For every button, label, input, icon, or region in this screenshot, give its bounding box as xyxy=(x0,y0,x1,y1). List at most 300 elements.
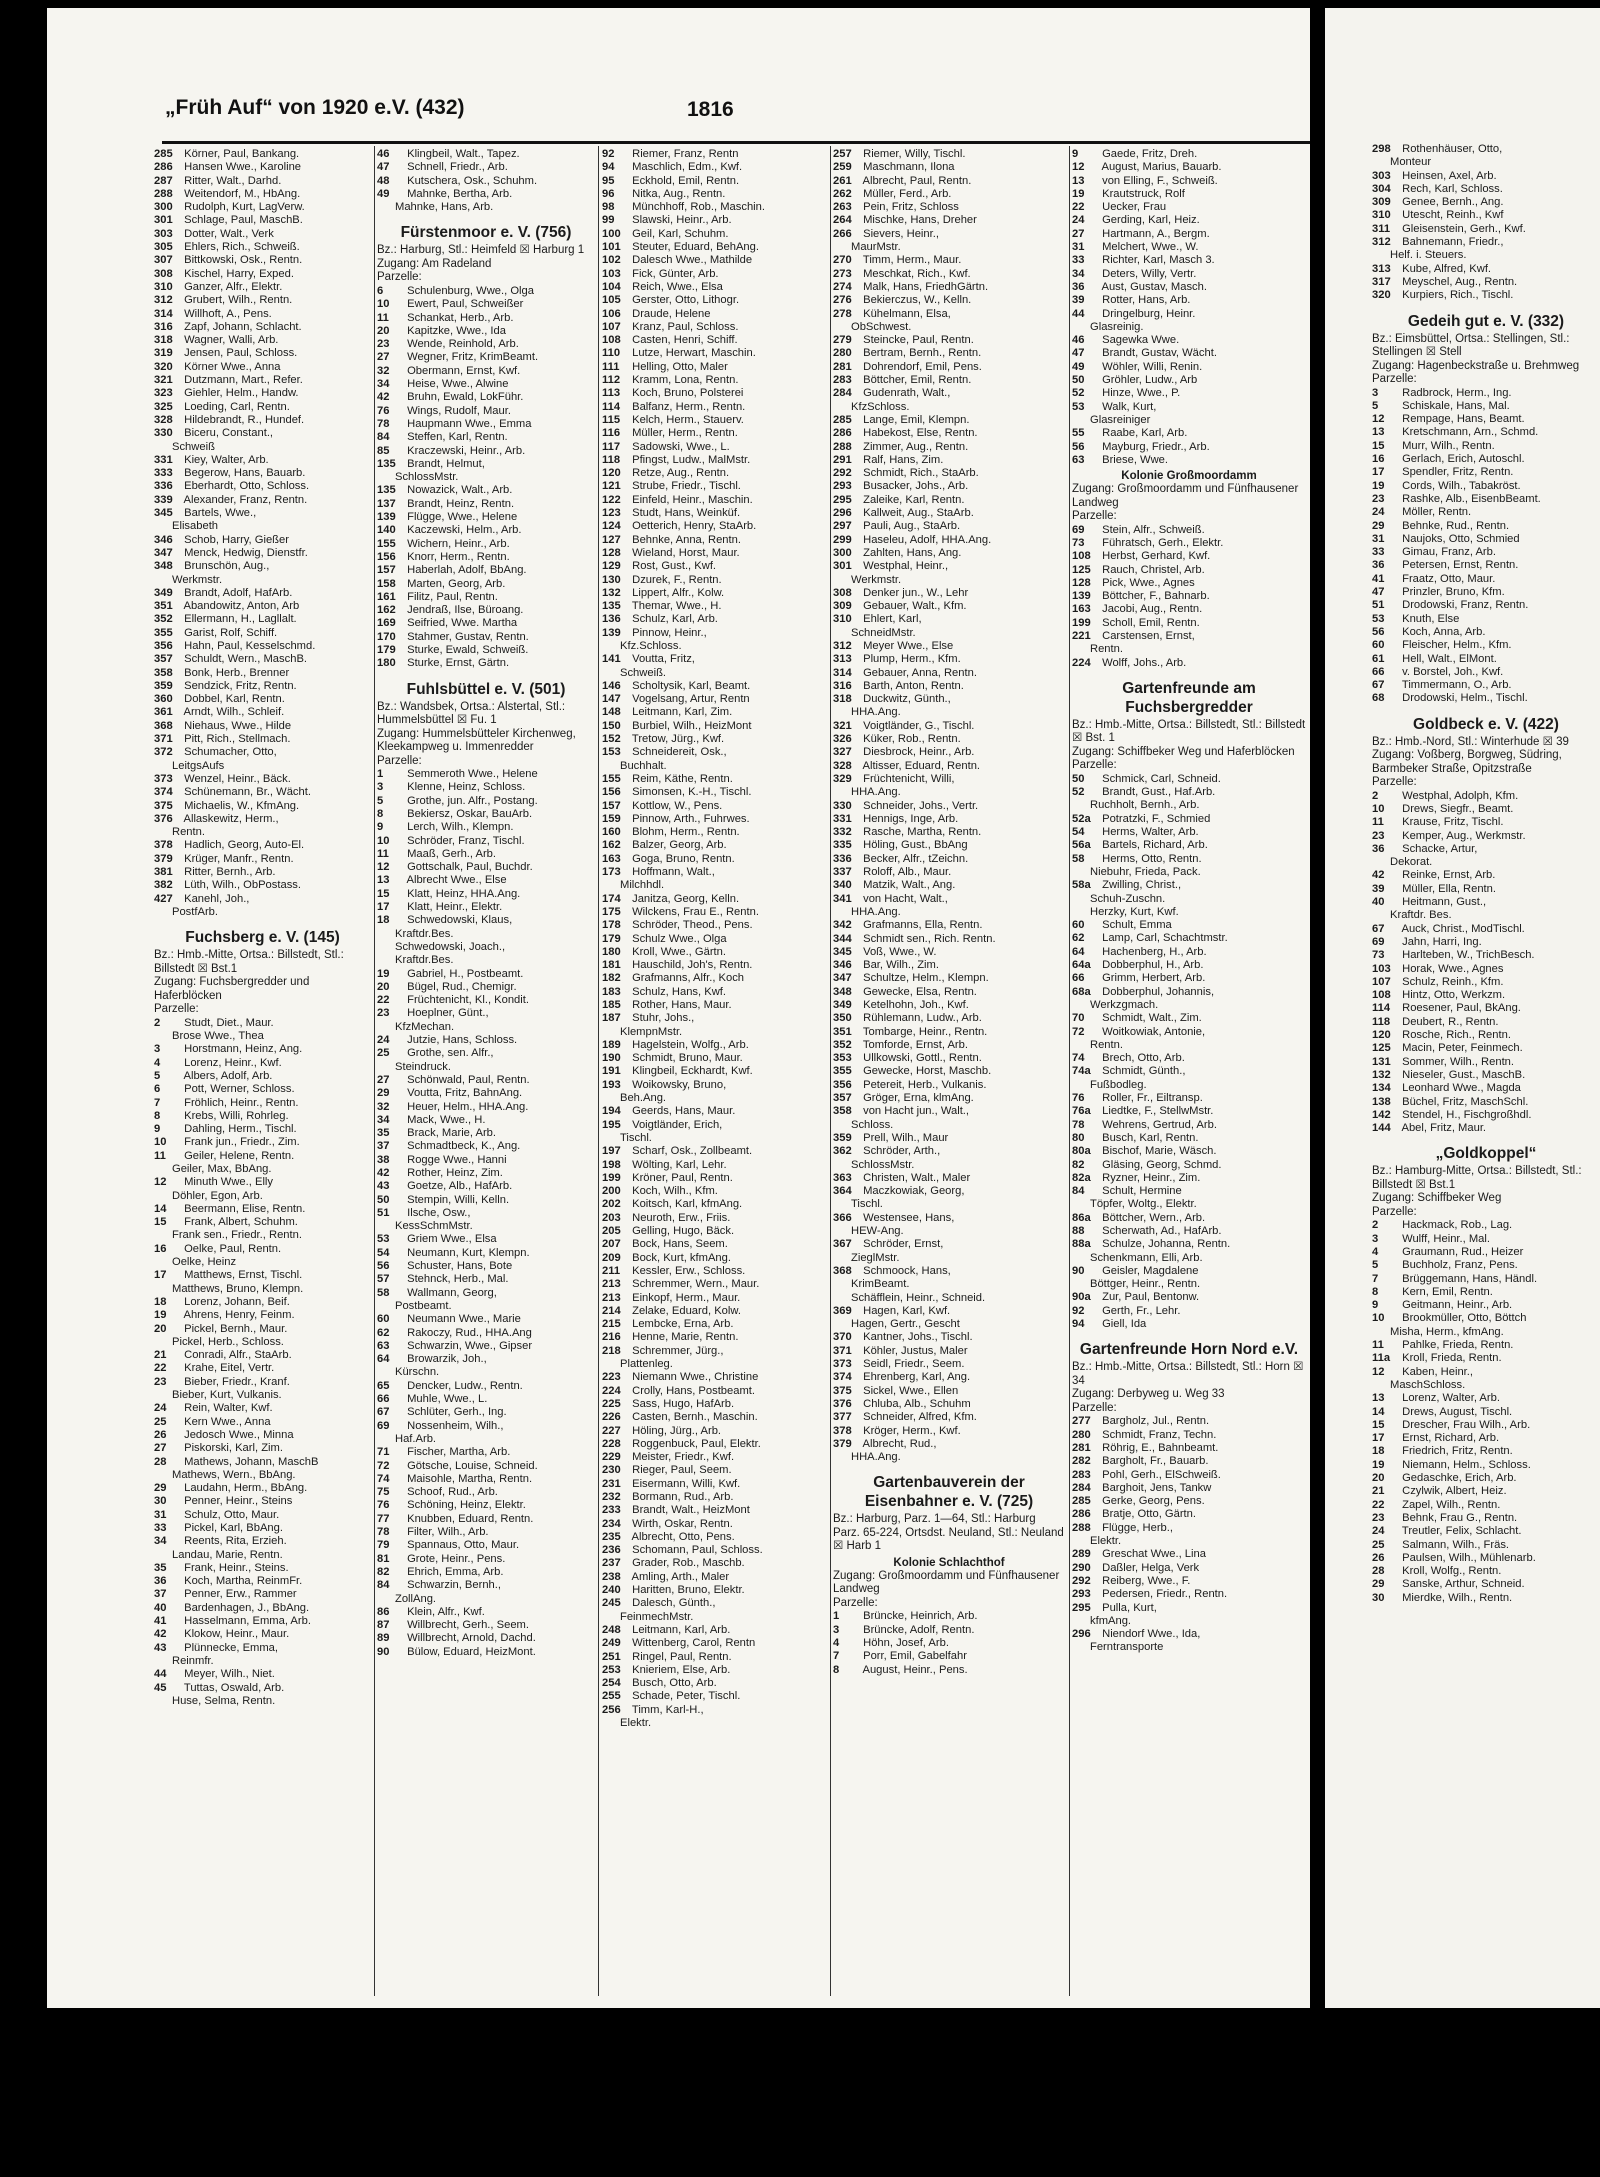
tenant-name: Maczkowiak, Georg, xyxy=(860,1185,965,1198)
tenant-name: Wöhler, Willi, Renin. xyxy=(1099,360,1203,373)
plot-number: 54 xyxy=(1072,826,1085,839)
plot-number: 46 xyxy=(1072,334,1085,347)
plot-number: 78 xyxy=(377,1526,390,1539)
plot-number: 31 xyxy=(1372,532,1385,545)
entry-continuation: Monteur xyxy=(1390,156,1432,169)
plot-number: 100 xyxy=(602,227,621,240)
plot-entry xyxy=(602,387,826,400)
plot-number: 107 xyxy=(602,320,621,333)
plot-entry xyxy=(1072,308,1306,321)
plot-number: 175 xyxy=(602,905,621,918)
plot-number: 11 xyxy=(1372,816,1384,829)
plot-number: 134 xyxy=(1372,1082,1391,1095)
club-address: Bz.: Hmb.-Mitte, Ortsa.: Billstedt, Stl.: Billstedt ☒ Bst. 1 xyxy=(1072,718,1306,745)
tenant-name: Studt, Hans, Weinküf. xyxy=(629,507,741,520)
plot-entry xyxy=(833,1650,1065,1663)
plot-entry xyxy=(1372,599,1600,612)
entry-continuation: KfzMechan. xyxy=(395,1020,455,1033)
tenant-name: Krause, Fritz, Tischl. xyxy=(1399,816,1504,829)
tenant-name: Schnell, Friedr., Arb. xyxy=(404,161,508,174)
plot-number: 213 xyxy=(602,1291,621,1304)
plot-number: 221 xyxy=(1072,630,1091,642)
plot-number: 11 xyxy=(154,1149,166,1162)
tenant-name: Koch, Martha, ReinmFr. xyxy=(181,1575,303,1588)
tenant-name: Sickel, Wwe., Ellen xyxy=(860,1384,959,1397)
plot-number: 76 xyxy=(1072,1092,1085,1105)
plot-entry xyxy=(602,786,826,799)
plot-number: 17 xyxy=(1372,466,1385,479)
plot-number: 320 xyxy=(154,360,173,373)
plot-entry xyxy=(1372,1042,1600,1055)
plot-number: 5 xyxy=(154,1069,161,1082)
plot-number: 2 xyxy=(154,1016,161,1029)
plot-number: 82 xyxy=(1072,1158,1085,1171)
plot-number: 23 xyxy=(154,1375,167,1388)
plot-number: 345 xyxy=(154,507,173,520)
plot-number: 195 xyxy=(602,1118,621,1131)
parcel-label: Parzelle: xyxy=(1072,1401,1117,1414)
tenant-name: Kanehl, Joh., xyxy=(181,892,250,905)
tenant-name: Krebs, Willi, Rohrleg. xyxy=(181,1109,289,1122)
entry-continuation: Elisabeth xyxy=(172,520,219,533)
plot-entry xyxy=(602,627,826,640)
plot-number: 284 xyxy=(833,387,852,400)
plot-number: 132 xyxy=(602,586,621,599)
plot-entry xyxy=(833,1065,1065,1078)
tenant-name: Dringelburg, Heinr. xyxy=(1099,307,1196,320)
tenant-name: Scharf, Osk., Zollbeamt. xyxy=(629,1145,753,1158)
plot-number: 285 xyxy=(1072,1495,1091,1508)
plot-entry xyxy=(154,534,371,547)
plot-entry xyxy=(1372,963,1600,976)
plot-number: 346 xyxy=(833,959,852,972)
plot-entry xyxy=(1072,1548,1306,1561)
plot-number: 298 xyxy=(1372,143,1391,155)
plot-entry xyxy=(377,1114,595,1127)
tenant-name: Porr, Emil, Gabelfahr xyxy=(860,1650,967,1663)
tenant-name: Laudahn, Herm., BbAng. xyxy=(181,1482,308,1495)
plot-number: 112 xyxy=(602,374,621,387)
plot-number: 163 xyxy=(1072,603,1091,616)
tenant-name: Gerster, Otto, Lithogr. xyxy=(629,294,740,307)
tenant-name: Hachenberg, H., Arb. xyxy=(1099,945,1207,958)
plot-entry xyxy=(1372,653,1600,666)
plot-number: 355 xyxy=(154,626,173,639)
plot-number: 19 xyxy=(1372,1458,1385,1471)
tenant-name: Dobberphul, Johannis, xyxy=(1099,985,1215,998)
plot-number: 264 xyxy=(833,214,852,227)
plot-number: 39 xyxy=(1372,882,1385,895)
plot-number: 84 xyxy=(1072,1185,1085,1198)
tenant-name: Alexander, Franz, Rentn. xyxy=(181,493,308,506)
plot-entry xyxy=(1372,1002,1600,1015)
plot-number: 355 xyxy=(833,1065,852,1078)
tenant-name: Behnk, Frau G., Rentn. xyxy=(1399,1511,1518,1524)
tenant-name: Rost, Gust., Kwf. xyxy=(629,560,717,573)
plot-number: 180 xyxy=(377,657,396,670)
tenant-name: Herms, Otto, Rentn. xyxy=(1099,852,1202,865)
plot-entry xyxy=(377,1553,595,1566)
tenant-name: Albrecht, Otto, Pens. xyxy=(629,1530,735,1543)
plot-number: 191 xyxy=(602,1065,621,1078)
plot-entry xyxy=(833,946,1065,959)
tenant-name: Bock, Kurt, kfmAng. xyxy=(629,1251,731,1264)
tenant-name: Sendzick, Fritz, Rentn. xyxy=(181,679,297,692)
plot-number: 323 xyxy=(154,387,173,400)
plot-entry xyxy=(154,1216,371,1229)
plot-entry xyxy=(377,1579,595,1592)
tenant-name: Westensee, Hans, xyxy=(860,1211,955,1224)
plot-number: 357 xyxy=(833,1092,852,1105)
plot-entry xyxy=(602,906,826,919)
plot-number: 43 xyxy=(154,1641,167,1654)
plot-entry xyxy=(154,746,371,759)
tenant-name: Bekierczus, W., Kelln. xyxy=(860,294,972,307)
plot-number: 286 xyxy=(833,427,852,440)
plot-number: 251 xyxy=(602,1650,621,1663)
tenant-name: Harlteben, W., TrichBesch. xyxy=(1399,949,1535,962)
tenant-name: Schomann, Paul, Schloss. xyxy=(629,1544,763,1557)
plot-entry xyxy=(154,148,371,161)
plot-number: 297 xyxy=(833,520,852,533)
plot-number: 10 xyxy=(377,298,390,311)
plot-number: 1 xyxy=(377,768,384,781)
tenant-name: Spannaus, Otto, Maur. xyxy=(404,1539,520,1552)
parcel-label: Parzelle: xyxy=(377,754,422,767)
plot-number: 348 xyxy=(154,560,173,573)
tenant-name: Lorenz, Johann, Beif. xyxy=(181,1295,290,1308)
plot-entry xyxy=(154,1070,371,1083)
plot-entry xyxy=(602,972,826,985)
tenant-name: Maaß, Gerh., Arb. xyxy=(404,847,497,860)
plot-entry xyxy=(377,768,595,781)
tenant-name: Stehnck, Herb., Mal. xyxy=(404,1273,509,1286)
tenant-name: Uecker, Frau xyxy=(1099,201,1167,214)
plot-entry xyxy=(1372,1366,1600,1379)
plot-number: 333 xyxy=(154,467,173,480)
tenant-name: Janitza, Georg, Kelln. xyxy=(629,892,740,905)
column-divider xyxy=(1069,146,1070,1996)
plot-entry xyxy=(377,564,595,577)
tenant-name: Jutzie, Hans, Schloss. xyxy=(404,1034,518,1047)
plot-number: 286 xyxy=(1072,1508,1091,1521)
plot-entry xyxy=(833,680,1065,693)
plot-number: 51 xyxy=(377,1206,390,1219)
plot-number: 156 xyxy=(377,550,396,563)
plot-entry xyxy=(1372,573,1600,586)
entry-continuation: Schweiß. xyxy=(620,666,667,679)
entry-continuation: Helf. i. Steuers. xyxy=(1390,249,1467,262)
plot-number: 293 xyxy=(1072,1588,1091,1601)
entry-continuation: LeitgsAufs xyxy=(172,759,225,772)
plot-entry xyxy=(1372,183,1600,196)
tenant-name: Kühelmann, Elsa, xyxy=(860,307,951,320)
tenant-name: Brandt, Helmut, xyxy=(404,457,485,470)
plot-number: 11a xyxy=(1372,1352,1391,1365)
tenant-name: Casten, Bernh., Maschin. xyxy=(629,1411,758,1424)
plot-entry xyxy=(377,551,595,564)
tenant-name: Meyschel, Aug., Rentn. xyxy=(1399,275,1518,288)
tenant-name: Paulsen, Wilh., Mühlenarb. xyxy=(1399,1551,1536,1564)
plot-number: 79 xyxy=(377,1539,390,1552)
tenant-name: Sagewka Wwe. xyxy=(1099,334,1180,347)
plot-entry xyxy=(377,312,595,325)
plot-entry xyxy=(602,374,826,387)
plot-number: 101 xyxy=(602,241,621,254)
plot-entry xyxy=(1372,533,1600,546)
tenant-name: Petersen, Ernst, Rentn. xyxy=(1399,559,1519,572)
plot-entry xyxy=(602,201,826,214)
plot-entry xyxy=(833,188,1065,201)
plot-entry xyxy=(833,1092,1065,1105)
tenant-name: Schmidt, Günth., xyxy=(1099,1065,1186,1078)
plot-entry xyxy=(602,520,826,533)
tenant-name: Schünemann, Br., Wächt. xyxy=(181,786,311,799)
plot-number: 85 xyxy=(377,444,390,457)
tenant-name: Knuth, Else xyxy=(1399,612,1460,625)
plot-number: 13 xyxy=(1372,1392,1385,1405)
plot-number: 312 xyxy=(833,639,852,652)
plot-entry xyxy=(1072,1442,1306,1455)
plot-number: 330 xyxy=(154,427,173,440)
plot-entry xyxy=(602,1145,826,1158)
plot-number: 182 xyxy=(602,972,621,985)
tenant-name: Graumann, Rud., Heizer xyxy=(1399,1246,1524,1258)
tenant-name: Daßler, Helga, Verk xyxy=(1099,1561,1200,1574)
plot-entry xyxy=(154,640,371,653)
plot-number: 10 xyxy=(1372,802,1385,815)
plot-entry xyxy=(1372,453,1600,466)
plot-entry xyxy=(154,1495,371,1508)
plot-entry xyxy=(377,1233,595,1246)
plot-number: 68 xyxy=(1372,692,1385,705)
tenant-name: Geiler, Helene, Rentn. xyxy=(181,1149,295,1162)
plot-entry xyxy=(602,1159,826,1172)
plot-entry xyxy=(602,1265,826,1278)
plot-number: 34 xyxy=(1072,267,1085,280)
plot-entry xyxy=(377,1247,595,1260)
tenant-name: Maisohle, Martha, Rentn. xyxy=(404,1472,533,1485)
tenant-name: Ryzner, Heinr., Zim. xyxy=(1099,1171,1201,1184)
plot-entry xyxy=(833,268,1065,281)
tenant-name: Klatt, Heinr., Elektr. xyxy=(404,901,503,914)
plot-number: 163 xyxy=(602,852,621,865)
tenant-name: Penner, Heinr., Steins xyxy=(181,1495,293,1508)
plot-number: 349 xyxy=(154,586,173,599)
plot-number: 209 xyxy=(602,1251,621,1264)
plot-number: 31 xyxy=(1072,241,1085,254)
plot-entry xyxy=(377,1087,595,1100)
plot-entry xyxy=(1372,276,1600,289)
tenant-name: Meyer Wwe., Else xyxy=(860,639,954,652)
plot-entry xyxy=(602,826,826,839)
plot-number: 118 xyxy=(602,453,621,466)
plot-number: 37 xyxy=(377,1140,390,1153)
tenant-name: Rühlemann, Ludw., Arb. xyxy=(860,1012,982,1025)
plot-entry xyxy=(833,520,1065,533)
plot-number: 128 xyxy=(602,546,621,559)
plot-entry xyxy=(1072,1012,1306,1025)
plot-entry xyxy=(602,1425,826,1438)
plot-number: 111 xyxy=(602,360,620,373)
plot-number: 337 xyxy=(833,866,852,879)
tenant-name: Spendler, Fritz, Rentn. xyxy=(1399,466,1514,479)
plot-entry xyxy=(602,1651,826,1664)
tenant-name: Kaczewski, Helm., Arb. xyxy=(404,524,522,537)
tenant-name: Krautstruck, Rolf xyxy=(1099,187,1185,200)
plot-number: 11 xyxy=(377,311,389,324)
plot-entry xyxy=(377,511,595,524)
plot-number: 309 xyxy=(1372,196,1391,209)
tenant-name: Bertram, Bernh., Rentn. xyxy=(860,347,982,360)
tenant-name: Dalesch, Günth., xyxy=(629,1597,716,1610)
tenant-name: Eisermann, Willi, Kwf. xyxy=(629,1477,741,1490)
tenant-name: Rashke, Alb., EisenbBeamt. xyxy=(1399,492,1541,505)
plot-entry xyxy=(602,414,826,427)
plot-entry xyxy=(602,1557,826,1570)
plot-entry xyxy=(377,1101,595,1114)
tenant-name: Kramm, Lona, Rentn. xyxy=(629,374,739,387)
tenant-name: Schmoock, Hans, xyxy=(860,1264,951,1277)
plot-entry xyxy=(602,1624,826,1637)
plot-entry xyxy=(1372,466,1600,479)
tenant-name: Willhoft, A., Pens. xyxy=(181,307,272,320)
plot-entry xyxy=(377,1380,595,1393)
plot-number: 24 xyxy=(1372,1525,1385,1538)
entry-continuation: Niebuhr, Frieda, Pack. xyxy=(1090,865,1201,878)
plot-number: 65 xyxy=(377,1379,390,1392)
plot-number: 45 xyxy=(154,1681,167,1694)
tenant-name: Begerow, Hans, Bauarb. xyxy=(181,467,306,480)
plot-number: 74 xyxy=(377,1472,390,1485)
tenant-name: Grothe, jun. Alfr., Postang. xyxy=(404,794,538,807)
club-address: Bz.: Hmb.-Mitte, Ortsa.: Billstedt, Stl.: Horn ☒ 34 xyxy=(1072,1361,1304,1387)
plot-entry xyxy=(1072,401,1306,414)
plot-number: 328 xyxy=(154,413,173,426)
plot-entry xyxy=(1072,657,1306,670)
plot-number: 311 xyxy=(1372,222,1391,235)
plot-entry xyxy=(833,1624,1065,1637)
tenant-name: Brandt, Gustav, Wächt. xyxy=(1099,347,1217,360)
plot-number: 358 xyxy=(154,666,173,679)
plot-number: 52 xyxy=(1072,387,1085,400)
plot-entry xyxy=(377,175,595,188)
entry-continuation: Tischl. xyxy=(620,1131,652,1144)
plot-number: 12 xyxy=(1372,1365,1385,1378)
plot-number: 352 xyxy=(154,613,173,626)
plot-entry xyxy=(154,1176,371,1189)
plot-entry xyxy=(154,839,371,852)
plot-number: 49 xyxy=(1072,360,1085,373)
tenant-name: Böttcher, Emil, Rentn. xyxy=(860,374,972,387)
plot-entry xyxy=(154,374,371,387)
plot-number: 291 xyxy=(833,453,852,466)
plot-entry xyxy=(154,161,371,174)
plot-entry xyxy=(1372,816,1600,829)
tenant-name: Gewecke, Elsa, Rentn. xyxy=(860,985,977,998)
tenant-name: Genee, Bernh., Ang. xyxy=(1399,196,1504,209)
directory-column-6 xyxy=(1372,143,1600,1605)
entry-continuation: Brose Wwe., Thea xyxy=(172,1030,264,1043)
entry-continuation: Pickel, Herb., Schloss. xyxy=(172,1335,284,1348)
tenant-name: Christen, Walt., Maler xyxy=(860,1171,971,1184)
plot-number: 140 xyxy=(377,524,396,537)
plot-entry xyxy=(833,547,1065,560)
tenant-name: Zelake, Eduard, Kolw. xyxy=(629,1304,741,1317)
plot-number: 42 xyxy=(154,1628,167,1641)
tenant-name: Crolly, Hans, Postbeamt. xyxy=(629,1384,756,1397)
entry-continuation: KlempnMstr. xyxy=(620,1025,683,1038)
plot-entry xyxy=(1372,1445,1600,1458)
plot-entry xyxy=(602,1411,826,1424)
plot-number: 236 xyxy=(602,1544,621,1557)
tenant-name: Cords, Wilh., Tabakröst. xyxy=(1399,479,1521,492)
tenant-name: Themar, Wwe., H. xyxy=(629,600,722,613)
plot-entry xyxy=(833,214,1065,227)
tenant-name: Pitt, Rich., Stellmach. xyxy=(181,733,291,746)
plot-entry xyxy=(602,148,826,161)
plot-entry xyxy=(1072,986,1306,999)
plot-entry xyxy=(1072,1092,1306,1105)
plot-number: 249 xyxy=(602,1637,621,1650)
plot-entry xyxy=(602,1371,826,1384)
tenant-name: Lüth, Wilh., ObPostass. xyxy=(181,879,302,892)
plot-entry xyxy=(602,268,826,281)
plot-number: 254 xyxy=(602,1677,621,1690)
plot-entry xyxy=(377,968,595,981)
plot-number: 23 xyxy=(377,1007,390,1020)
tenant-name: Jendraß, Ilse, Büroang. xyxy=(404,604,524,617)
directory-column-4 xyxy=(833,148,1065,1677)
plot-entry xyxy=(154,1482,371,1495)
parcel-label: Parzelle: xyxy=(154,1003,199,1016)
plot-entry xyxy=(377,188,595,201)
plot-entry xyxy=(1072,959,1306,972)
club-access: Zugang: Schiffbeker Weg xyxy=(1372,1192,1502,1205)
tenant-name: Büchel, Fritz, MaschSchl. xyxy=(1399,1095,1529,1108)
plot-number: 320 xyxy=(1372,289,1391,302)
tenant-name: Pickel, Bernh., Maur. xyxy=(181,1322,288,1335)
tenant-name: Müller, Ferd., Arb. xyxy=(860,187,952,200)
tenant-name: Lorenz, Heinr., Kwf. xyxy=(181,1056,282,1069)
tenant-name: v. Borstel, Joh., Kwf. xyxy=(1399,665,1504,678)
tenant-name: Rakoczy, Rud., HHA.Ang xyxy=(404,1326,532,1339)
plot-entry xyxy=(602,613,826,626)
plot-entry xyxy=(377,418,595,431)
plot-entry xyxy=(377,657,595,670)
plot-entry xyxy=(154,427,371,440)
tenant-name: Riemer, Franz, Rentn xyxy=(629,148,739,160)
tenant-name: Behnke, Rud., Rentn. xyxy=(1399,519,1510,532)
plot-entry xyxy=(154,560,371,573)
tenant-name: Jedosch Wwe., Minna xyxy=(181,1428,294,1441)
plot-number: 141 xyxy=(602,653,621,666)
plot-entry xyxy=(1072,1588,1306,1601)
plot-number: 367 xyxy=(833,1238,852,1251)
tenant-name: Koch, Anna, Arb. xyxy=(1399,625,1486,638)
plot-entry xyxy=(1372,1312,1600,1325)
tenant-name: Schuster, Hans, Bote xyxy=(404,1260,513,1273)
tenant-name: Ketelhohn, Joh., Kwf. xyxy=(860,999,969,1011)
tenant-name: Hintz, Otto, Werkzm. xyxy=(1399,989,1506,1002)
tenant-name: Bartels, Wwe., xyxy=(181,507,257,520)
tenant-name: Prinzler, Bruno, Kfm. xyxy=(1399,586,1505,599)
plot-number: 274 xyxy=(833,280,852,293)
tenant-name: Eberhardt, Otto, Schloss. xyxy=(181,480,310,493)
entry-continuation: Fußbodleg. xyxy=(1090,1078,1147,1091)
tenant-name: Bargholz, Jul., Rentn. xyxy=(1099,1415,1210,1428)
plot-entry xyxy=(602,1039,826,1052)
